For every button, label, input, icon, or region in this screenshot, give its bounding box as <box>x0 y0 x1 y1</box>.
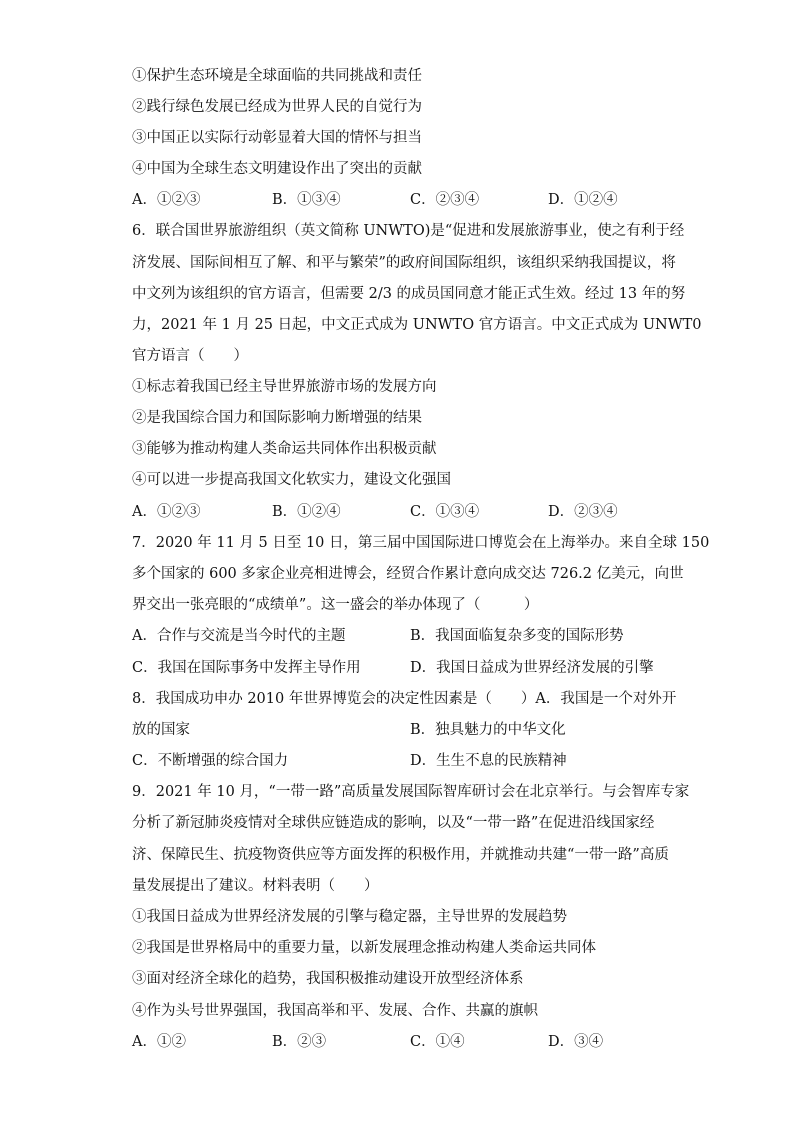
q9-option-d[interactable]: D．③④ <box>548 1034 604 1050</box>
q6-stem-line-1: 6．联合国世界旅游组织（英文简称 UNWTO)是“促进和发展旅游事业，使之有利于经 <box>132 223 685 239</box>
q9-item-2: ②我国是世界格局中的重要力量，以新发展理念推动构建人类命运共同体 <box>132 940 596 956</box>
q5-option-c[interactable]: C．②③④ <box>410 192 480 208</box>
q9-stem-line-4: 量发展提出了建议。材料表明（ ） <box>132 878 379 894</box>
q8-option-d[interactable]: D．生生不息的民族精神 <box>410 753 567 769</box>
q8-option-c[interactable]: C．不断增强的综合国力 <box>132 753 289 769</box>
q5-item-1: ①保护生态环境是全球面临的共同挑战和责任 <box>132 68 422 84</box>
q6-option-b[interactable]: B．①②④ <box>272 504 341 520</box>
q6-stem-line-2: 济发展、国际间相互了解、和平与繁荣”的政府间国际组织，该组织采纳我国提议，将 <box>132 255 676 271</box>
q7-option-a[interactable]: A．合作与交流是当今时代的主题 <box>132 628 346 644</box>
q6-item-3: ③能够为推动构建人类命运共同体作出积极贡献 <box>132 441 437 457</box>
q9-option-a[interactable]: A．①② <box>132 1034 186 1050</box>
q9-option-c[interactable]: C．①④ <box>410 1034 465 1050</box>
q7-stem-line-1: 7．2020 年 11 月 5 日至 10 日，第三届中国国际进口博览会在上海举办。来自全球 150 <box>132 535 710 551</box>
q9-stem-line-1: 9．2021 年 10 月，“一带一路”高质量发展国际智库研讨会在北京举行。与会智库专家 <box>132 784 690 800</box>
q5-item-3: ③中国正以实际行动彰显着大国的情怀与担当 <box>132 130 422 146</box>
q8-stem-line-1: 8．我国成功申办 2010 年世界博览会的决定性因素是（ ）A．我国是一个对外开 <box>132 691 677 707</box>
q9-stem-line-2: 分析了新冠肺炎疫情对全球供应链造成的影响，以及“一带一路”在促进沿线国家经 <box>132 815 655 831</box>
q9-item-1: ①我国日益成为世界经济发展的引擎与稳定器，主导世界的发展趋势 <box>132 909 567 925</box>
q6-stem-line-5: 官方语言（ ） <box>132 348 248 364</box>
q7-stem-line-2: 多个国家的 600 多家企业亮相进博会，经贸合作累计意向成交达 726.2 亿美元，向世 <box>132 566 684 582</box>
q6-option-c[interactable]: C．①③④ <box>410 504 480 520</box>
q7-option-c[interactable]: C．我国在国际事务中发挥主导作用 <box>132 660 361 676</box>
q9-item-3: ③面对经济全球化的趋势，我国积极推动建设开放型经济体系 <box>132 971 524 987</box>
q5-option-d[interactable]: D．①②④ <box>548 192 618 208</box>
q8-option-b[interactable]: B．独具魅力的中华文化 <box>410 722 566 738</box>
q6-item-4: ④可以进一步提高我国文化软实力，建设文化强国 <box>132 472 451 488</box>
q5-item-2: ②践行绿色发展已经成为世界人民的自觉行为 <box>132 99 422 115</box>
q6-stem-line-3: 中文列为该组织的官方语言，但需要 2/3 的成员国同意才能正式生效。经过 13 年的努 <box>132 286 686 302</box>
q7-option-d[interactable]: D．我国日益成为世界经济发展的引擎 <box>410 660 654 676</box>
q6-option-d[interactable]: D．②③④ <box>548 504 618 520</box>
q9-option-b[interactable]: B．②③ <box>272 1034 327 1050</box>
q7-option-b[interactable]: B．我国面临复杂多变的国际形势 <box>410 628 624 644</box>
q5-item-4: ④中国为全球生态文明建设作出了突出的贡献 <box>132 161 422 177</box>
q5-option-a[interactable]: A．①②③ <box>132 192 201 208</box>
q7-stem-line-3: 界交出一张亮眼的“成绩单”。这一盛会的举办体现了（ ） <box>132 597 539 613</box>
q9-item-4: ④作为头号世界强国，我国高举和平、发展、合作、共赢的旗帜 <box>132 1003 538 1019</box>
q8-stem-line-2: 放的国家 <box>132 722 190 738</box>
q6-stem-line-4: 力，2021 年 1 月 25 日起，中文正式成为 UNWTO 官方语言。中文正式成为 UNWT0 <box>132 317 702 333</box>
q5-option-b[interactable]: B．①③④ <box>272 192 341 208</box>
q6-option-a[interactable]: A．①②③ <box>132 504 201 520</box>
q6-item-1: ①标志着我国已经主导世界旅游市场的发展方向 <box>132 379 437 395</box>
q9-stem-line-3: 济、保障民生、抗疫物资供应等方面发挥的积极作用，并就推动共建“一带一路”高质 <box>132 847 669 863</box>
q6-item-2: ②是我国综合国力和国际影响力断增强的结果 <box>132 410 422 426</box>
